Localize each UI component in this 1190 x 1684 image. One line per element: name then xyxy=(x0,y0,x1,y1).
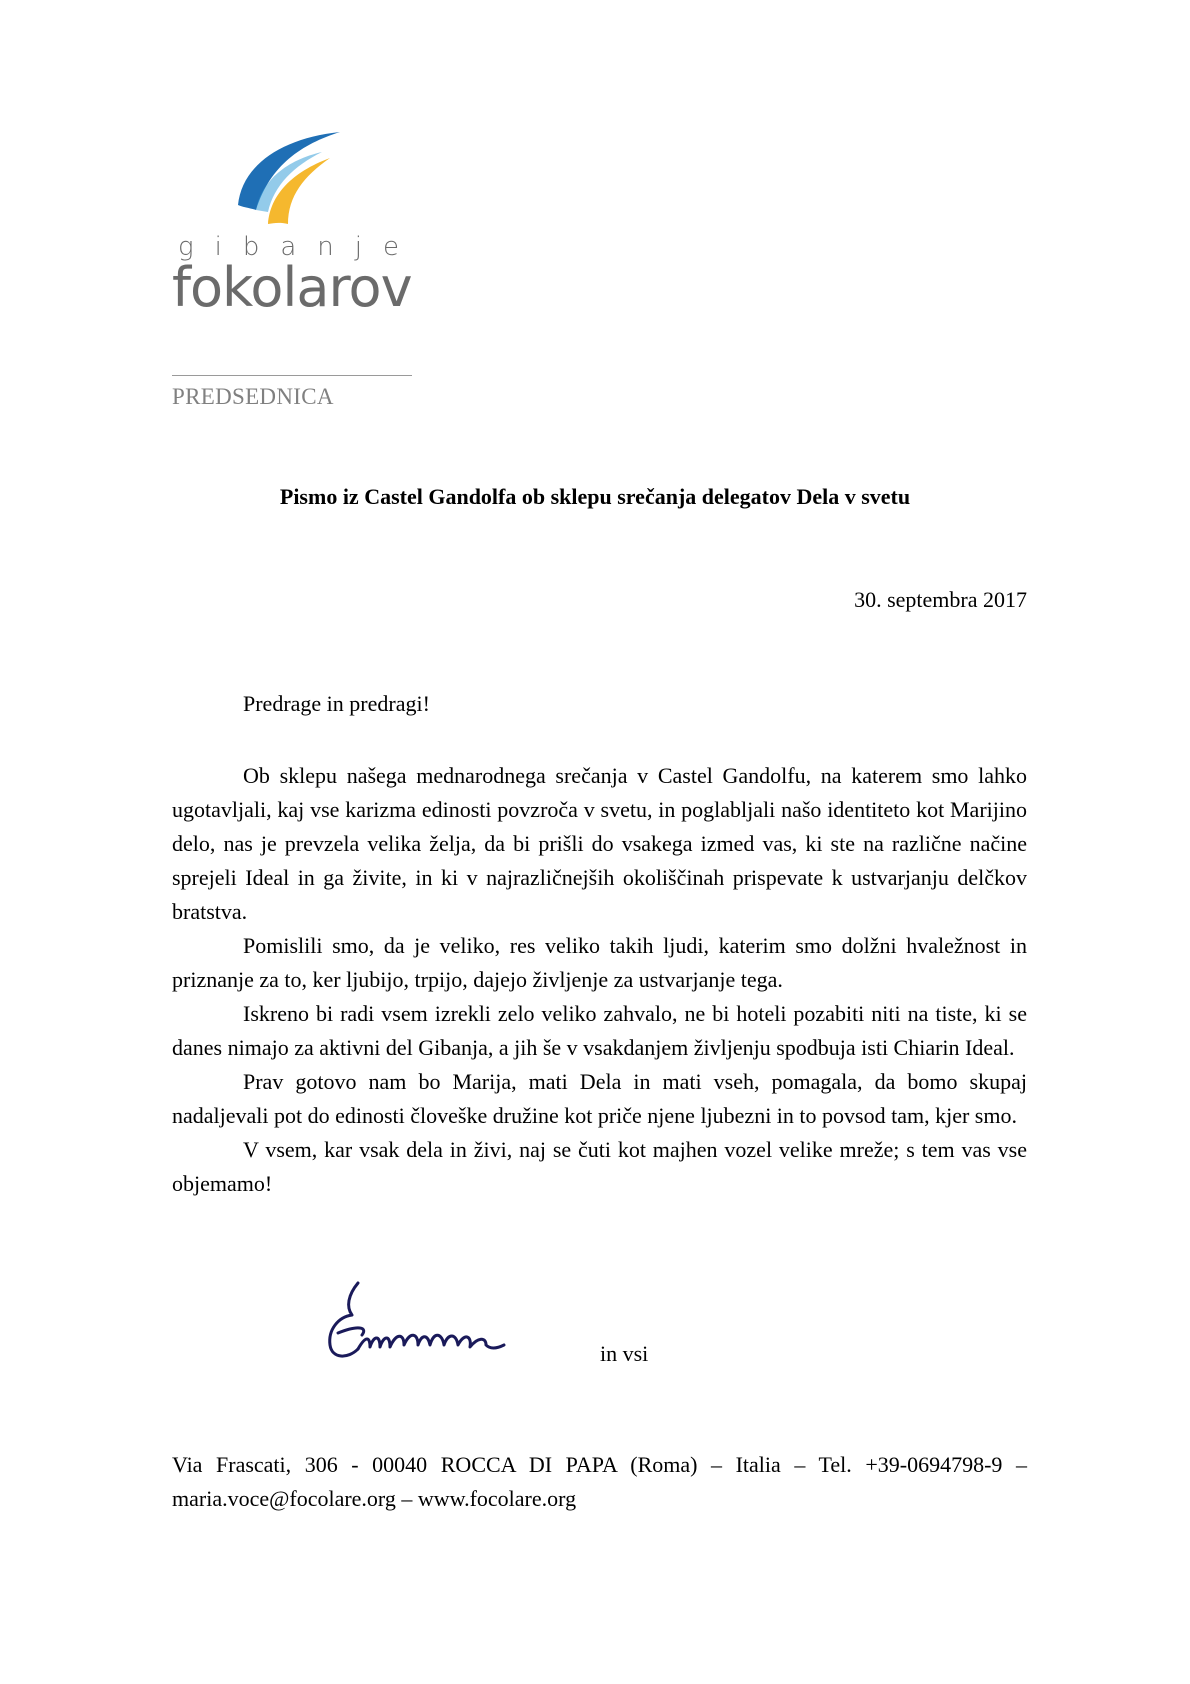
header-divider xyxy=(172,375,412,376)
letter-date: 30. septembra 2017 xyxy=(854,587,1027,612)
paragraph: V vsem, kar vsak dela in živi, naj se čuti kot majhen vozel velike mreže; s tem vas vse objemamo! xyxy=(172,1137,1027,1196)
logo-name: fokolarov xyxy=(172,256,412,319)
letter-salutation: Predrage in predragi! xyxy=(243,691,430,716)
logo-swoosh-icon xyxy=(232,130,342,225)
footer-address: Via Frascati, 306 - 00040 ROCCA DI PAPA (Roma) – Italia – Tel. +39-0694798-9 – xyxy=(172,1452,1027,1477)
footer-contact: maria.voce@focolare.org – www.focolare.org xyxy=(172,1486,577,1511)
paragraph: Ob sklepu našega mednarodnega srečanja v Castel Gandolfu, na katerem smo lahko ugotavljali, kaj vse karizma edinosti povzroča v svetu, in poglabljali našo identiteto kot Marijino delo, nas je prevzela velika želja, da bi prišli do vsakega izmed vas, ki ste na različne načine sprejeli Ideal in ga živite, in ki v najrazličnejših okoliščinah prispevate k ustvarjanju delčkov bratstva. xyxy=(172,763,1027,924)
letter-title: Pismo iz Castel Gandolfa ob sklepu srečanja delegatov Dela v svetu xyxy=(279,484,911,509)
logo xyxy=(172,130,432,330)
letter-body xyxy=(172,759,1027,1201)
signature xyxy=(318,1275,518,1380)
paragraph: Iskreno bi radi vsem izrekli zelo veliko zahvalo, ne bi hoteli pozabiti niti na tiste, ki se danes nimajo za aktivni del Gibanja, a jih še v vsakdanjem življenju spodbuja isti Chiarin Ideal. xyxy=(172,1001,1027,1060)
paragraph: Prav gotovo nam bo Marija, mati Dela in mati vseh, pomagala, da bomo skupaj nadaljevali pot do edinosti človeške družine kot priče njene ljubezni in to povsod tam, kjer smo. xyxy=(172,1069,1027,1128)
signature-suffix: in vsi xyxy=(600,1341,649,1366)
paragraph: Pomislili smo, da je veliko, res veliko takih ljudi, katerim smo dolžni hvaležnost in priznanje za to, ker ljubijo, trpijo, dajejo življenje za ustvarjanje tega. xyxy=(172,933,1027,992)
logo-tagline: gibanje xyxy=(178,232,420,262)
office-label: PREDSEDNICA xyxy=(172,384,334,409)
